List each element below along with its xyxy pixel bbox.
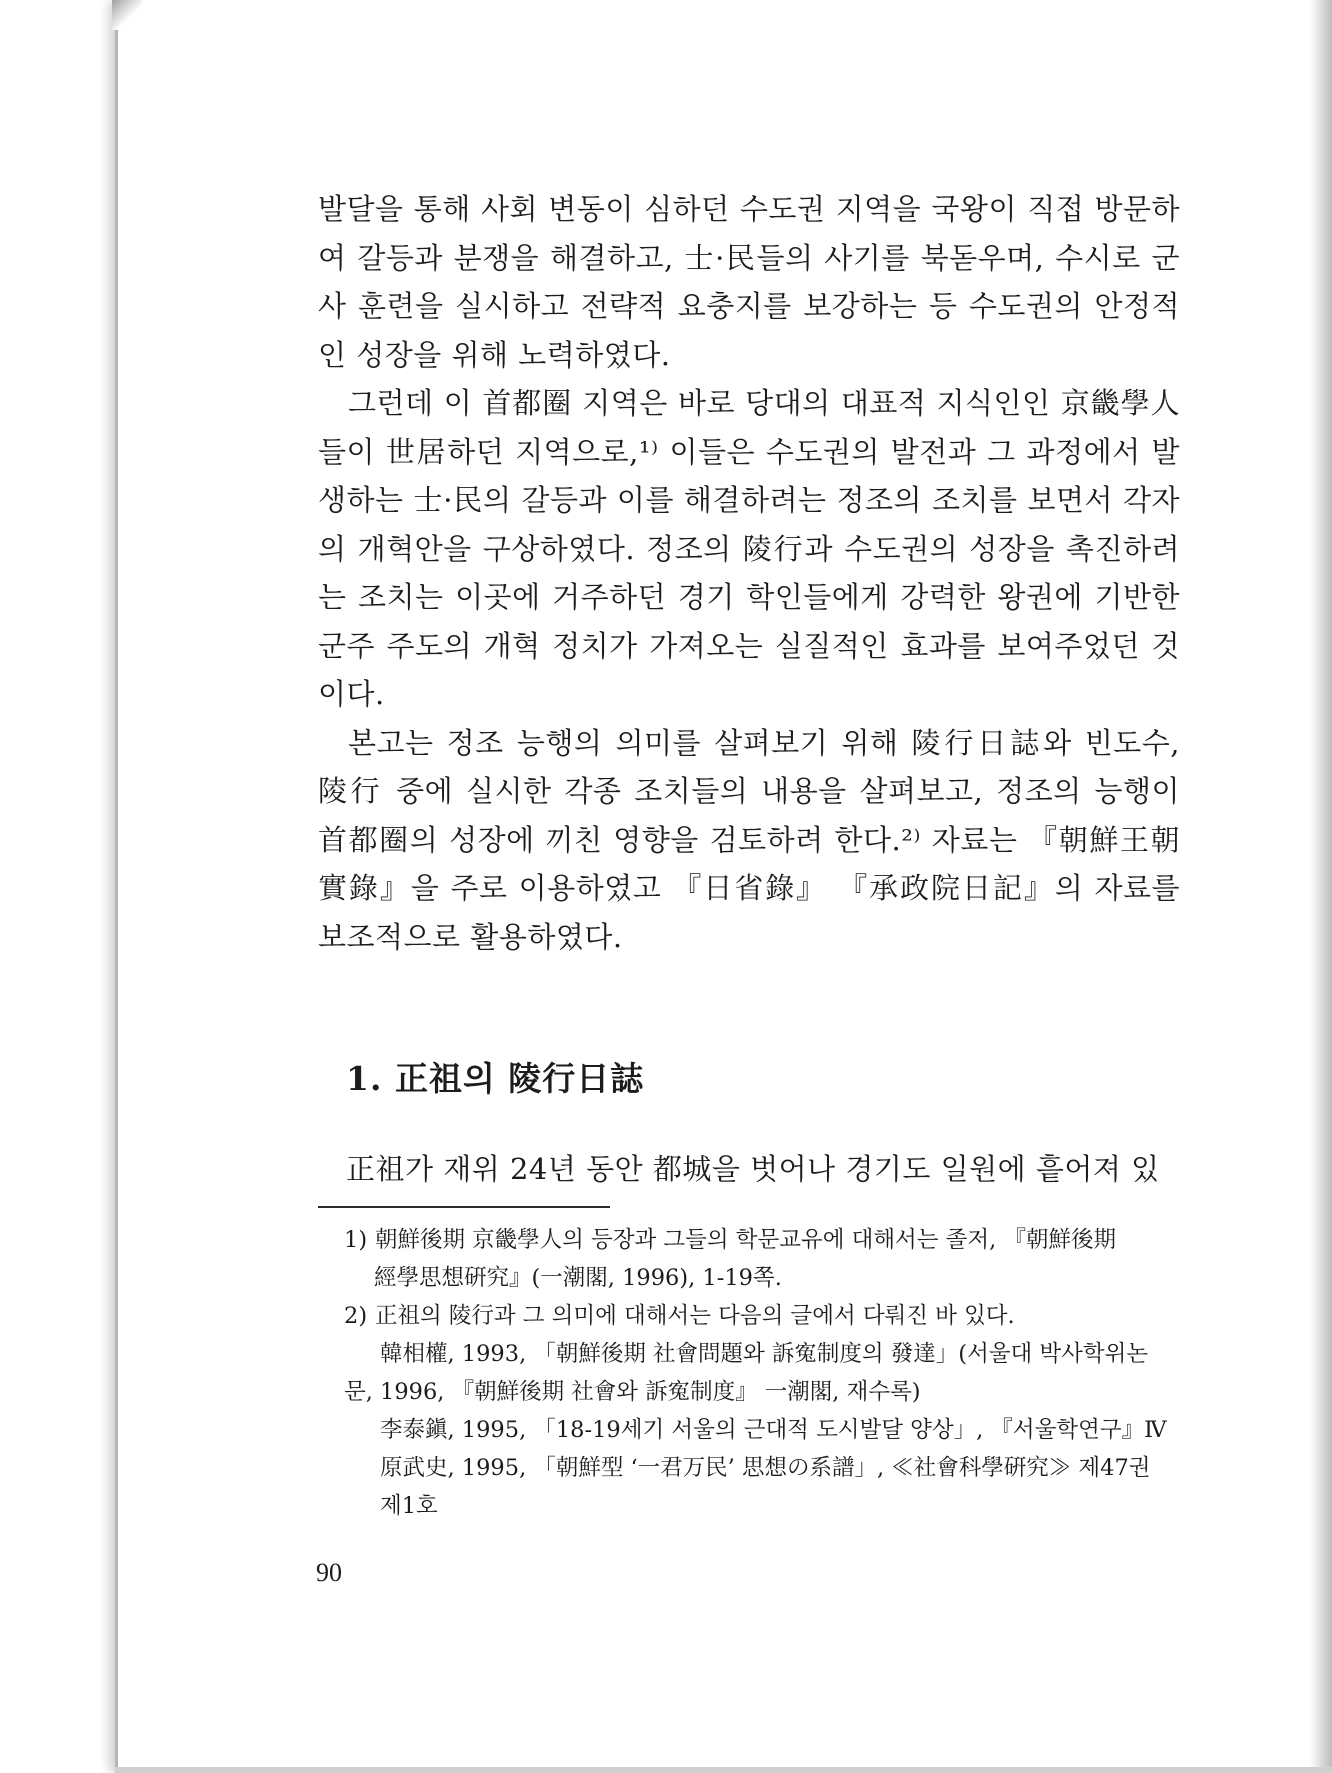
footnotes bbox=[344, 1221, 1184, 1525]
paragraph-2: 그런데 이 首都圈 지역은 바로 당대의 대표적 지식인인 京畿學人들이 世居하던 지역으로,¹⁾ 이들은 수도권의 발전과 그 과정에서 발생하는 士·民의 갈등과 이를 해결하려는 정조의 조치를 보면서 각자의 개혁안을 구상하였다. 정조의 陵行과 수도권의 성장을 촉진하려는 조치는 이곳에 거주하던 경기 학인들에게 강력한 왕권에 기반한 군주 주도의 개혁 정치가 가져오는 실질적인 효과를 보여주었던 것이다. bbox=[318, 386, 1180, 711]
body-text bbox=[318, 185, 1180, 961]
footnote-2 bbox=[344, 1297, 1184, 1335]
reference-3: 原武史, 1995, 「朝鮮型 ‘一君万民’ 思想の系譜」, ≪社會科學硏究≫ 제47권 bbox=[380, 1455, 1151, 1481]
page-edge-right bbox=[1310, 0, 1332, 1773]
reference-1-continuation: 문, 1996, 『朝鮮後期 社會와 訴寃制度』 一潮閣, 재수록) bbox=[344, 1379, 921, 1405]
footnote-divider bbox=[318, 1206, 610, 1208]
page-edge-bottom bbox=[115, 1767, 1332, 1773]
paragraph-1: 발달을 통해 사회 변동이 심하던 수도권 지역을 국왕이 직접 방문하여 갈등과 분쟁을 해결하고, 士·民들의 사기를 북돋우며, 수시로 군사 훈련을 실시하고 전략적 요충지를 보강하는 등 수도권의 안정적인 성장을 위해 노력하였다. bbox=[318, 192, 1180, 372]
paragraph-3: 본고는 정조 능행의 의미를 살펴보기 위해 陵行日誌와 빈도수, 陵行 중에 실시한 각종 조치들의 내용을 살펴보고, 정조의 능행이 首都圈의 성장에 끼친 영향을 검토하려 한다.²⁾ 자료는 『朝鮮王朝實錄』을 주로 이용하였고 『日省錄』 『承政院日記』의 자료를 보조적으로 활용하였다. bbox=[318, 725, 1180, 954]
footnote-1 bbox=[344, 1221, 1184, 1259]
footnote-2-number: 2) bbox=[344, 1303, 368, 1329]
reference-1: 韓相權, 1993, 「朝鮮後期 社會問題와 訴寃制度의 發達」(서울대 박사학위논 bbox=[380, 1341, 1149, 1367]
footnote-2-text: 正祖의 陵行과 그 의미에 대해서는 다음의 글에서 다뤄진 바 있다. bbox=[375, 1303, 1015, 1329]
reference-3-continuation: 제1호 bbox=[380, 1493, 438, 1519]
footnote-1-number: 1) bbox=[344, 1227, 368, 1253]
reference-2: 李泰鎭, 1995, 「18-19세기 서울의 근대적 도시발달 양상」, 『서울학연구』Ⅳ bbox=[380, 1417, 1167, 1443]
section-heading: 1. 正祖의 陵行日誌 bbox=[346, 1059, 645, 1098]
page-corner bbox=[112, 0, 142, 30]
section-paragraph: 正祖가 재위 24년 동안 都城을 벗어나 경기도 일원에 흩어져 있 bbox=[346, 1152, 1160, 1186]
footnote-1-continuation: 經學思想硏究』(一潮閣, 1996), 1-19쪽. bbox=[374, 1265, 782, 1291]
footnote-1-text: 朝鮮後期 京畿學人의 등장과 그들의 학문교유에 대해서는 졸저, 『朝鮮後期 bbox=[375, 1227, 1116, 1253]
page-number: 90 bbox=[316, 1558, 342, 1587]
